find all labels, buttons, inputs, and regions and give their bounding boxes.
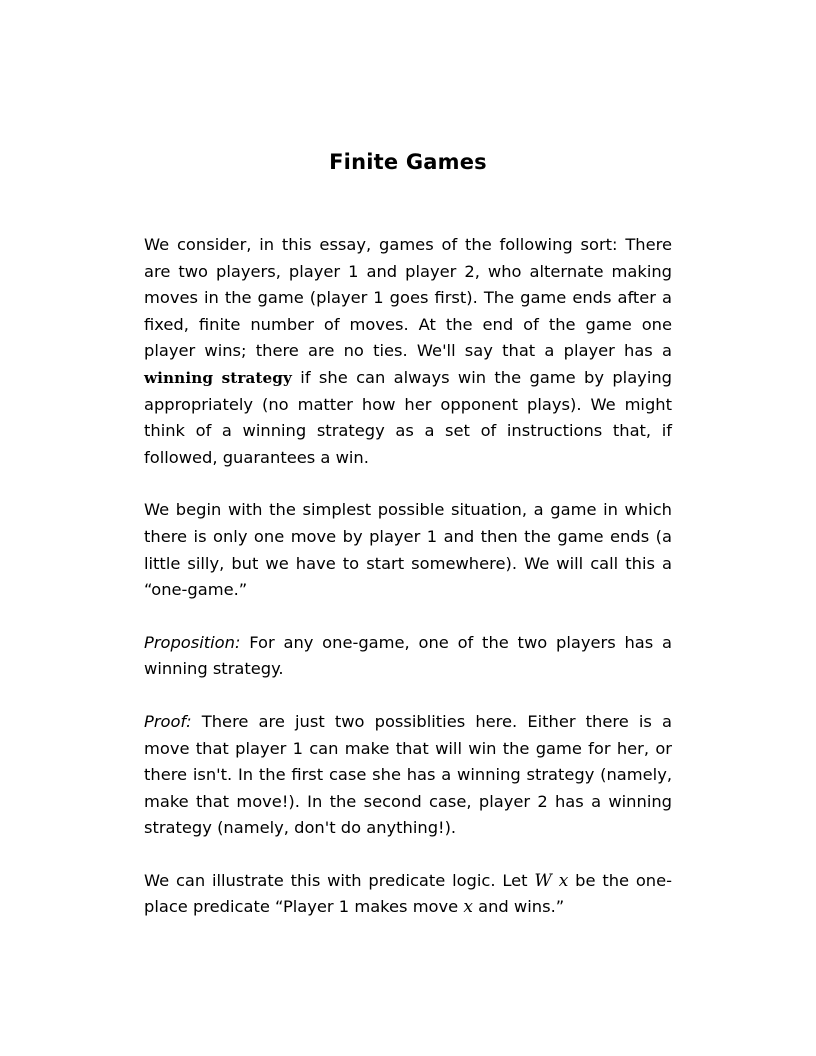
paragraph-proof xyxy=(144,709,672,842)
term-winning-strategy: winning strategy xyxy=(144,368,292,387)
text-run: We begin with the simplest possible situation, a game in which there is only one move by player 1 and then the game ends (a little silly, but we have to start somewhere). We will call this a “one-game.” xyxy=(144,500,672,600)
body-text-column xyxy=(144,232,672,921)
math-symbol: x xyxy=(463,897,473,918)
label-proof: Proof: xyxy=(144,711,192,731)
text-run: and wins.” xyxy=(472,897,565,917)
paragraph-intro xyxy=(144,232,672,471)
paragraph-proposition xyxy=(144,630,672,683)
text-run: There are just two possiblities here. Either there is a move that player 1 can make that will win the game for her, or there isn't. In the first case she has a winning strategy (namely, make that move!). In the second case, player 2 has a winning strategy (namely, don't do anything!). xyxy=(144,711,672,838)
page-title: Finite Games xyxy=(329,150,487,175)
text-run: if she can always win the game by playing appropriately (no matter how her opponent plays). We might think of a winning strategy as a set of instructions that, if followed, guarantees a win. xyxy=(144,367,672,467)
text-run: For any one-game, one of the two players has a winning strategy. xyxy=(144,632,672,679)
label-proposition: Proposition: xyxy=(144,632,241,652)
paragraph-predicate-logic xyxy=(144,868,672,921)
text-run: be the one-place predicate “Player 1 makes move xyxy=(144,870,672,917)
text-run: We consider, in this essay, games of the following sort: There are two players, player 1 and player 2, who alternate making moves in the game (player 1 goes first). The game ends after a fixed, finite number of moves. At the end of the game one player wins; there are no ties. We'll say that a player has a xyxy=(144,235,672,361)
paragraph-one-game-setup xyxy=(144,497,672,603)
text-run: We can illustrate this with predicate logic. Let xyxy=(144,870,535,890)
math-symbol: W x xyxy=(534,870,569,891)
